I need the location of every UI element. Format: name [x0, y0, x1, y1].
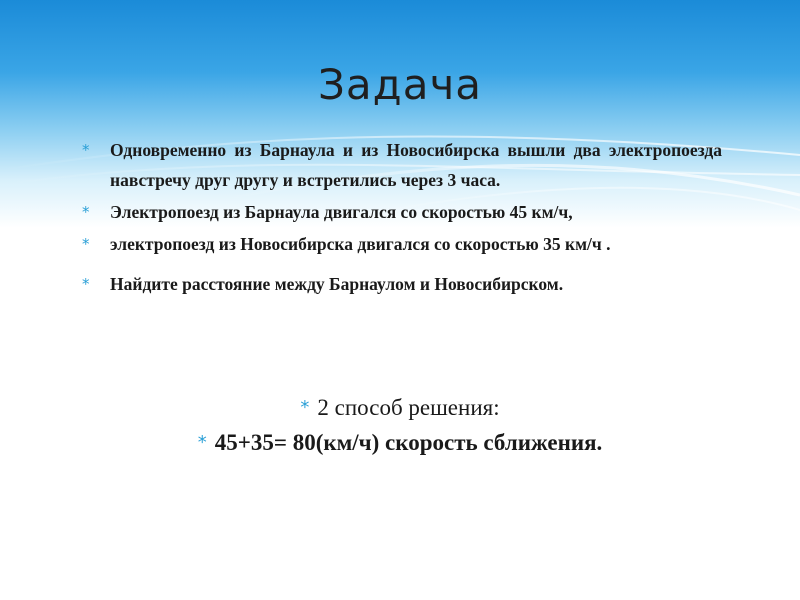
question: Найдите расстояние между Барнаулом и Новосибирском. [110, 274, 564, 294]
problem-statement: Одновременно из Барнаула и из Новосибирска вышли два электропоезда навстречу друг другу и встретились через 3 часа. [110, 140, 722, 190]
speed-novosibirsk: электропоезд из Новосибирска двигался со скоростью 35 км/ч . [110, 234, 611, 254]
list-item [82, 269, 722, 299]
bullet-icon: * [82, 203, 90, 221]
list-item [82, 197, 722, 227]
list-item [82, 229, 722, 259]
bullet-icon: * [300, 397, 310, 418]
problem-list [82, 135, 722, 299]
solution-answer [0, 430, 800, 456]
solution-method [0, 395, 800, 421]
bullet-icon: * [82, 275, 90, 293]
speed-barnaul: Электропоезд из Барнаула двигался со скоростью 45 км/ч, [110, 202, 573, 222]
bullet-icon: * [82, 235, 90, 253]
solution-method-text: 2 способ решения: [317, 395, 500, 420]
bullet-icon: * [197, 432, 207, 453]
list-item [82, 135, 722, 195]
bullet-icon: * [82, 141, 90, 159]
slide-title: Задача [318, 60, 482, 109]
solution-answer-text: 45+35= 80(км/ч) скорость сближения. [214, 430, 603, 455]
